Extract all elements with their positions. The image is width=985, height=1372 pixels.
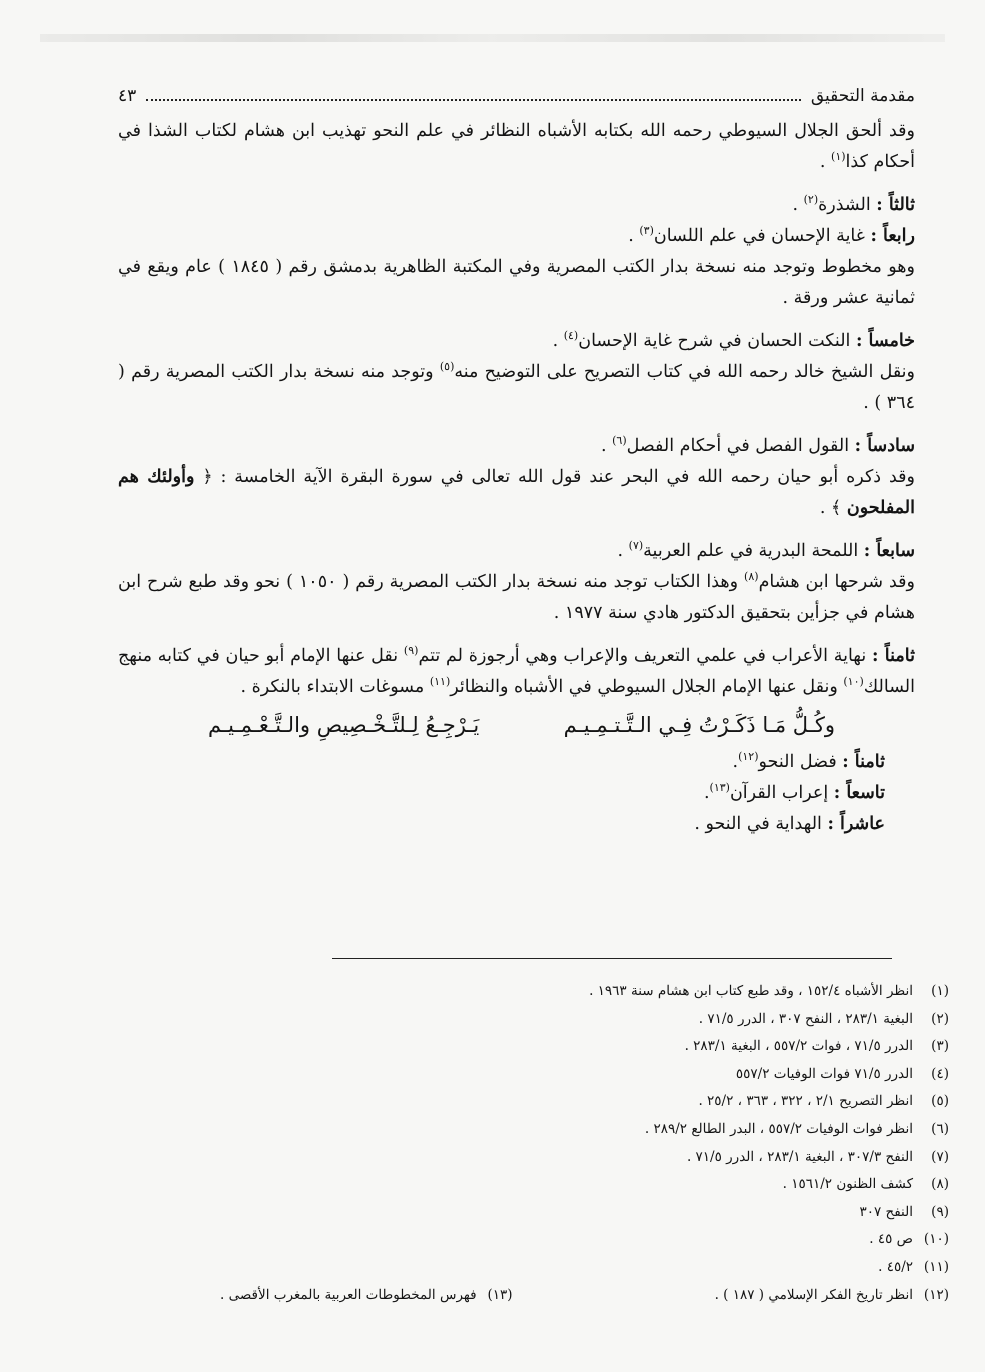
footnote-6: (٦)انظر فوات الوفيات ٥٥٧/٢ ، البدر الطالع ٢٨٩/٢ .	[644, 1120, 949, 1137]
item-seventh: سابعاً : اللمحة البدرية في علم العربية$^{(٧)}$ .	[617, 539, 915, 561]
item-third: ثالثاً : الشذرة$^{(٢)}$ .	[792, 193, 915, 215]
footnote-7: (٧)النفح ٣٠٧/٣ ، البغية ٢٨٣/١ ، الدرر ٧١/٥ .	[686, 1148, 949, 1165]
footnote-12: (١٢)انظر تاريخ الفكر الإسلامي ( ١٨٧ ) .	[714, 1286, 949, 1303]
page-number: ٤٣	[118, 86, 137, 106]
paragraph-6: وقد ذكره أبو حيان رحمه الله في البحر عند قول الله تعالى في سورة البقرة الآية الخامسة : ﴿ وأولئك هم المفلحون ﴾ .	[118, 467, 915, 518]
footnote-9: (٩)النفح ٣٠٧	[859, 1203, 949, 1220]
footnotes	[60, 978, 949, 1309]
footnote-10: (١٠)ص ٤٥ .	[869, 1231, 949, 1248]
verse-second-hemistich: يَـرْجِـعُ لِـلتَّـخْـصِيصِ والـتَّـعْـمِـيـم	[208, 713, 480, 737]
item-fourth: رابعاً : غاية الإحسان في علم اللسان$^{(٣)}$ .	[628, 224, 915, 246]
paragraph-1: وقد ألحق الجلال السيوطي رحمه الله بكتابه الأشباه النظائر في علم النحو تهذيب ابن هشام لكتاب الشذا في أحكام كذا$^{(١)}$ .	[118, 121, 915, 172]
paragraph-5: ونقل الشيخ خالد رحمه الله في كتاب التصريح على التوضيح منه$^{(٥)}$ وتوجد منه نسخة بدار الكتب المصرية رقم ( ٣٦٤ ) .	[118, 360, 915, 413]
item-tenth: عاشراً : الهداية في النحو .	[694, 814, 885, 834]
paragraph-4: وهو مخطوط وتوجد منه نسخة بدار الكتب المصرية وفي المكتبة الظاهرية بدمشق رقم ( ١٨٤٥ ) عام ويقع في ثمانية عشر ورقة .	[118, 257, 915, 308]
footnote-8: (٨)كشف الظنون ١٥٦١/٢ .	[782, 1176, 949, 1193]
footnote-2: (٢)البغية ٢٨٣/١ ، النفح ٣٠٧ ، الدرر ٧١/٥ .	[698, 1010, 949, 1027]
item-eighth-2: ثامناً : فضل النحو$^{(١٢)}$.	[732, 750, 885, 772]
item-eighth: ثامناً : نهاية الأعراب في علمي التعريف والإعراب وهي أرجوزة لم تتم$^{(٩)}$ نقل عنها الإمام أبو حيان في كتابه منهج السالك$^{(١٠)}$ ونقل عنها الإمام الجلال السيوطي في الأشباه والنظائر$^{(١١)}$ مسوغات الابتداء بالنكرة .	[118, 644, 915, 697]
footnote-row-12-13	[60, 1282, 949, 1310]
footnote-separator	[332, 958, 892, 959]
poetry-verse	[118, 703, 915, 747]
footnote-1: (١)انظر الأشباه ١٥٢/٤ ، وقد طبع كتاب ابن هشام سنة ١٩٦٣ .	[589, 983, 949, 999]
item-fifth: خامساً : النكت الحسان في شرح غاية الإحسان$^{(٤)}$ .	[552, 329, 915, 351]
footnote-4: (٤)الدرر ٧١/٥ فوات الوفيات ٥٥٧/٢	[735, 1065, 949, 1082]
header-dot-leader	[146, 99, 801, 101]
header-title: مقدمة التحقيق	[810, 86, 915, 106]
page-body	[118, 86, 915, 840]
item-ninth: تاسعاً : إعراب القرآن$^{(١٣)}$.	[703, 781, 885, 803]
verse-first-hemistich: وكُـلُّ مَـا ذَكَـرْتُ فِـي الـتَّـتـمِـيـم	[563, 713, 835, 737]
footnote-11: (١١)٤٥/٢ .	[878, 1258, 949, 1275]
scan-artifact	[40, 34, 945, 42]
footnote-5: (٥)انظر التصريح ٢/١ ، ٣٢٢ ، ٣٦٣ ، ٢٥/٢ .	[698, 1093, 949, 1110]
paragraph-7: وقد شرحها ابن هشام$^{(٨)}$ وهذا الكتاب توجد منه نسخة بدار الكتب المصرية رقم ( ١٠٥٠ ) نحو وقد طبع شرح ابن هشام في جزأين بتحقيق الدكتور هادي سنة ١٩٧٧ .	[118, 570, 915, 623]
item-sixth: سادساً : القول الفصل في أحكام الفصل$^{(٦)}$ .	[600, 434, 915, 456]
footnote-3: (٣)الدرر ٧١/٥ ، فوات ٥٥٧/٢ ، البغية ٢٨٣/١ .	[684, 1038, 949, 1055]
footnote-13: (١٣)فهرس المخطوطات العربية بالمغرب الأقصى .	[220, 1286, 513, 1303]
running-header	[118, 86, 915, 116]
